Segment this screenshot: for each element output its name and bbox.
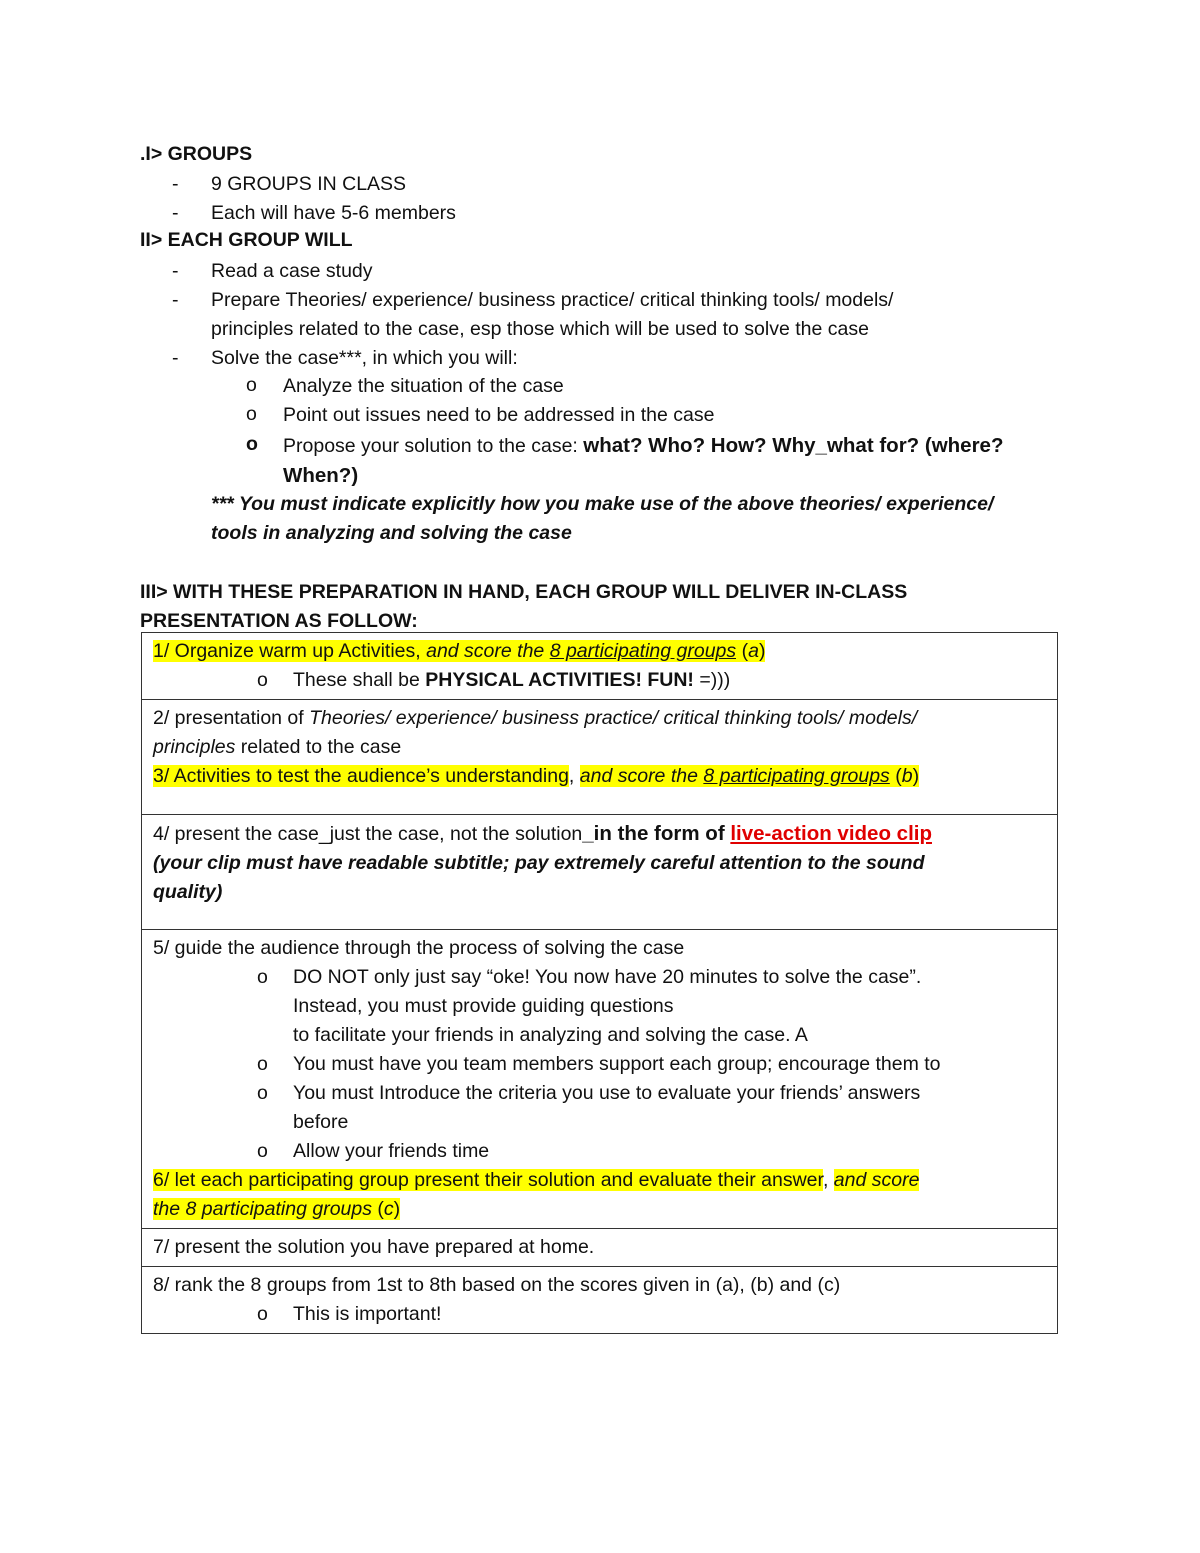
score-marker-b: b [901,765,913,787]
test-activities-label: 3/ Activities to test the audience’s understanding [153,765,569,787]
rank-groups-cell [142,1267,1058,1334]
table-row [142,930,1058,1229]
group-size-item: Each will have 5-6 members [211,202,456,224]
dash-bullet: - [172,289,179,311]
solve-case-item: Solve the case***, in which you will: [211,347,518,369]
criteria-line-1: You must Introduce the criteria you use to evaluate your friends’ answers [293,1082,921,1104]
read-case-item: Read a case study [211,260,373,282]
note-line-2: tools in analyzing and solving the case [211,522,572,544]
table-row [142,633,1058,700]
team-support-item: You must have you team members support each group; encourage them to [293,1053,941,1075]
circle-bullet-icon: o [257,1082,268,1104]
video-clip-cell [142,815,1058,930]
prepare-line-2: principles related to the case, esp those which will be used to solve the case [211,318,869,340]
dash-bullet: - [172,173,179,195]
present-solution-label: 6/ let each participating group present their solution and evaluate their answer [153,1169,823,1191]
dash-bullet: - [172,260,179,282]
section-2-heading: II> EACH GROUP WILL [140,229,353,251]
section-3-heading [140,578,907,636]
present-solution-cell: 7/ present the solution you have prepared at home. [142,1229,1058,1267]
do-not-line-3: to facilitate your friends in analyzing and solving the case. A [293,1024,808,1046]
score-text: and score the [579,765,704,787]
paren-open: ( [371,1198,384,1220]
clip-requirements-line-1: (your clip must have readable subtitle; pay extremely careful attention to the sound [153,852,925,874]
table-row [142,815,1058,930]
guide-audience-label: 5/ guide the audience through the process of solving the case [153,937,685,959]
comma: , [822,1169,834,1191]
groups-count-item: 9 GROUPS IN CLASS [211,173,407,195]
allow-time-item: Allow your friends time [293,1140,490,1162]
theories-cell [142,700,1058,815]
paren-open: ( [889,765,902,787]
score-groups-link: 8 participating groups [549,640,737,662]
physical-smiley: =))) [693,669,731,691]
warmup-label: 1/ Organize warm up Activities, [153,640,427,662]
theory-usage-note [211,490,1071,548]
propose-text: Propose your solution to the case: [283,435,584,457]
analyze-item: Analyze the situation of the case [283,375,564,397]
circle-bullet-icon: o [257,669,268,691]
note-line-1: *** You must indicate explicitly how you make use of the above theories/ experience/ [211,493,994,515]
circle-bullet-icon: o [246,374,257,396]
table-row [142,700,1058,815]
theories-italic: Theories/ experience/ business practice/ critical thinking tools/ models/ [309,707,918,729]
table-row [142,1229,1058,1267]
dash-bullet: - [172,347,179,369]
rank-groups-label: 8/ rank the 8 groups from 1st to 8th based on the scores given in (a), (b) and (c) [153,1274,841,1296]
prepare-line-1: Prepare Theories/ experience/ business practice/ critical thinking tools/ models/ [211,289,894,311]
paren-close: ) [912,765,920,787]
principles-italic: principles [153,736,236,758]
criteria-line-2: before [293,1111,349,1133]
important-item: This is important! [293,1303,442,1325]
score-groups-link: 8 participating groups [703,765,890,787]
paren-close: ) [393,1198,401,1220]
propose-questions: what? Who? How? Why_what for? (where? [583,434,1004,457]
section-1-heading: .I> GROUPS [140,143,253,165]
principles-suffix: related to the case [235,736,402,758]
do-not-item [293,963,1047,1050]
circle-bullet-icon: o [246,433,258,455]
form-of-text: _in the form of [582,822,731,845]
section-3-heading-line-1: III> WITH THESE PREPARATION IN HAND, EACH GROUP WILL DELIVER IN-CLASS [140,581,908,603]
physical-bold: PHYSICAL ACTIVITIES! FUN! [425,669,694,691]
circle-bullet-icon: o [257,1140,268,1162]
issues-item: Point out issues need to be addressed in the case [283,404,715,426]
score-groups-text: the 8 participating groups [153,1198,372,1220]
paren-close: ) [758,640,766,662]
score-text: and score the [426,640,550,662]
present-case-text: 4/ present the case_just the case, not the solution [153,823,583,845]
clip-requirements-line-2: quality) [153,881,223,903]
section-3-heading-line-2: PRESENTATION AS FOLLOW: [140,610,418,632]
guide-audience-cell [142,930,1058,1229]
do-not-line-1: DO NOT only just say “oke! You now have 20 minutes to solve the case”. [293,966,922,988]
presentation-table [141,632,1058,1334]
propose-item [283,431,1073,491]
live-action-video-clip: live-action video clip [730,822,932,845]
circle-bullet-icon: o [257,1053,268,1075]
physical-prefix: These shall be [293,669,426,691]
circle-bullet-icon: o [257,966,268,988]
score-text: and score [833,1169,920,1191]
circle-bullet-icon: o [246,403,257,425]
warmup-cell [142,633,1058,700]
paren-open: ( [736,640,749,662]
score-marker-c: c [383,1198,394,1220]
do-not-line-2: Instead, you must provide guiding questions [293,995,674,1017]
criteria-item [293,1079,1047,1137]
prepare-theories-item [211,286,1061,344]
theories-prefix: 2/ presentation of [153,707,310,729]
propose-questions-cont: When?) [283,464,359,487]
table-row [142,1267,1058,1334]
comma: , [568,765,580,787]
physical-activities-item [293,666,1047,695]
score-marker-a: a [748,640,759,662]
dash-bullet: - [172,202,179,224]
circle-bullet-icon: o [257,1303,268,1325]
